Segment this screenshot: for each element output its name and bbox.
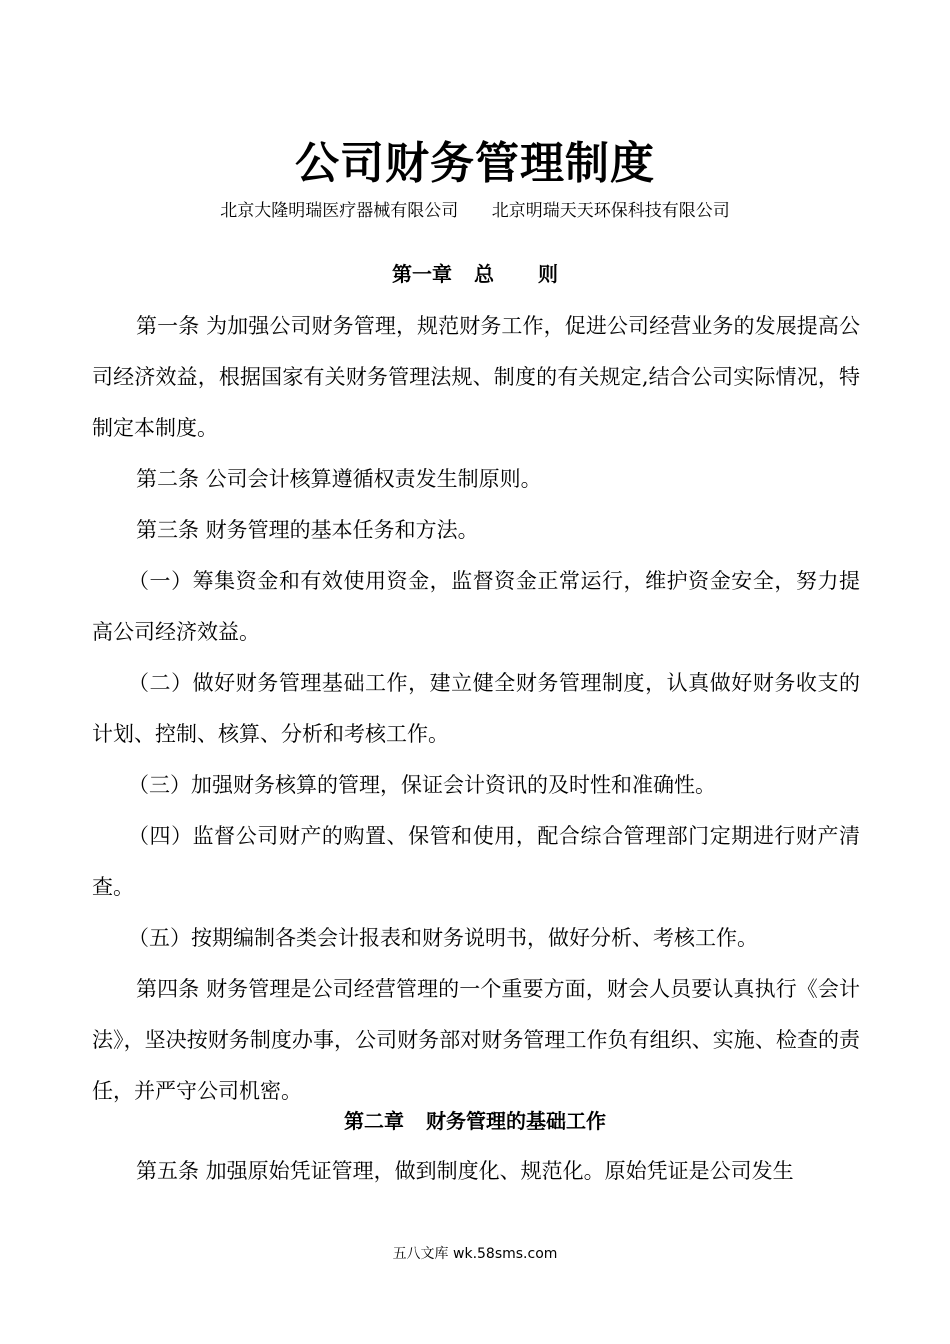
article-3-item-1: （一）筹集资金和有效使用资金，监督资金正常运行，维护资金安全，努力提高公司经济效益。	[92, 569, 860, 644]
article-3-item-2: （二）做好财务管理基础工作，建立健全财务管理制度，认真做好财务收支的计划、控制、核算、分析和考核工作。	[92, 671, 860, 746]
article-3-item-3: （三）加强财务核算的管理，保证会计资讯的及时性和准确性。	[128, 773, 716, 797]
article-3-item-4: （四）监督公司财产的购置、保管和使用，配合综合管理部门定期进行财产清查。	[92, 824, 860, 899]
article-4: 第四条 财务管理是公司经营管理的一个重要方面，财会人员要认真执行《会计法》，坚决按财务制度办事，公司财务部对财务管理工作负有组织、实施、检查的责任，并严守公司机密。	[92, 977, 860, 1103]
chapter-2-body	[92, 1146, 860, 1197]
chapter-1-body	[92, 301, 860, 1117]
company-names	[0, 198, 950, 224]
chapter-2-number: 第二章	[344, 1109, 404, 1133]
chapter-1-number: 第一章	[392, 262, 452, 286]
company-name-1: 北京大隆明瑞医疗器械有限公司	[220, 201, 459, 221]
footer-watermark: 五八文库 wk.58sms.com	[392, 1246, 558, 1262]
article-5: 第五条 加强原始凭证管理，做到制度化、规范化。原始凭证是公司发生	[136, 1159, 794, 1183]
article-2: 第二条 公司会计核算遵循权责发生制原则。	[136, 467, 542, 491]
company-name-2: 北京明瑞天天环保科技有限公司	[491, 201, 730, 221]
chapter-2-name: 财务管理的基础工作	[426, 1109, 606, 1133]
chapter-1-name-part1: 总	[474, 262, 494, 286]
article-3: 第三条 财务管理的基本任务和方法。	[136, 518, 479, 542]
chapter-1-name-part2: 则	[538, 262, 558, 286]
article-3-item-5: （五）按期编制各类会计报表和财务说明书，做好分析、考核工作。	[128, 926, 758, 950]
article-1: 第一条 为加强公司财务管理，规范财务工作，促进公司经营业务的发展提高公司经济效益，根据国家有关财务管理法规、制度的有关规定,结合公司实际情况，特制定本制度。	[92, 314, 860, 440]
chapter-1-heading	[0, 259, 950, 289]
document-title: 公司财务管理制度	[295, 138, 655, 189]
chapter-2-heading	[0, 1106, 950, 1136]
